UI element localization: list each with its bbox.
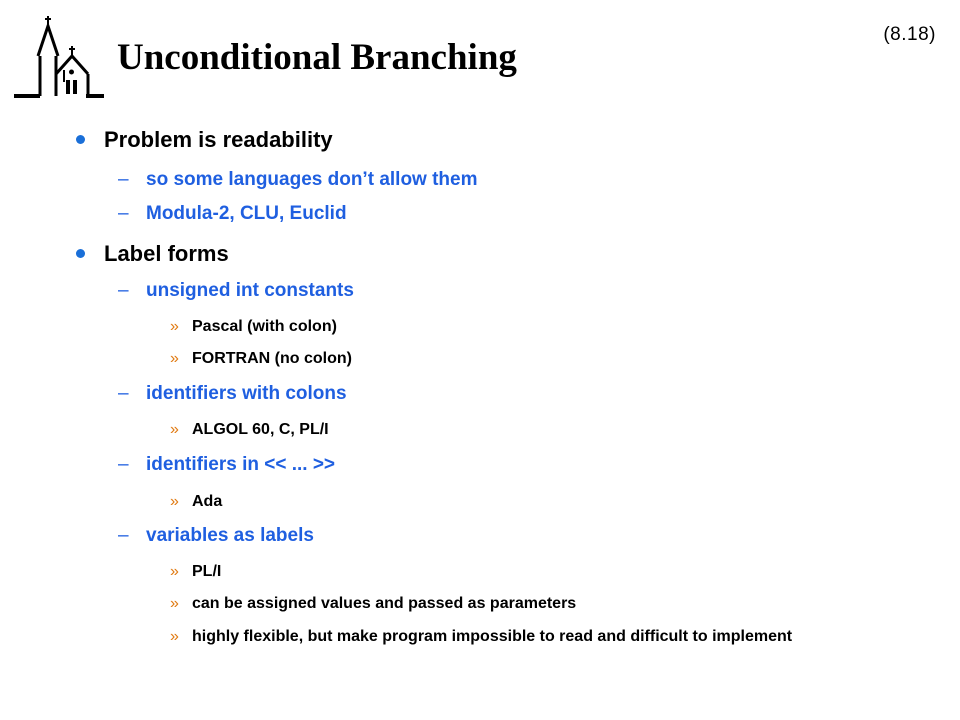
sub-sub-bullet-item: [170, 492, 892, 511]
raquo-icon: »: [170, 318, 179, 335]
bullet-text: Label forms: [104, 241, 229, 266]
sub-sub-bullet-text: can be assigned values and passed as parameters: [192, 595, 577, 612]
sub-bullet-text: identifiers with colons: [146, 383, 347, 404]
bullet-text: Problem is readability: [104, 127, 333, 152]
dash-icon: –: [118, 525, 129, 546]
sub-sub-bullet-text: highly flexible, but make program impossible to read and difficult to implement: [192, 628, 793, 645]
dash-icon: –: [118, 169, 129, 190]
sub-sub-bullet-item: [170, 349, 892, 368]
dash-icon: –: [118, 280, 129, 301]
dash-icon: –: [118, 454, 129, 475]
sub-sub-bullet-item: [170, 627, 892, 646]
bullet-dot-icon: [76, 249, 85, 258]
raquo-icon: »: [170, 628, 179, 645]
sub-bullet-item: [118, 169, 478, 191]
sub-sub-bullet-text: ALGOL 60, C, PL/I: [192, 421, 329, 438]
sub-sub-bullet-text: PL/I: [192, 563, 222, 580]
sub-sub-bullet-item: [170, 317, 892, 336]
sub-bullet-text: variables as labels: [146, 525, 314, 546]
raquo-icon: »: [170, 350, 179, 367]
sub-sub-bullet-text: Pascal (with colon): [192, 318, 337, 335]
dash-icon: –: [118, 383, 129, 404]
bullet-item: [104, 127, 333, 153]
sub-bullet-text: unsigned int constants: [146, 280, 354, 301]
raquo-icon: »: [170, 421, 179, 438]
sub-bullet-text: Modula-2, CLU, Euclid: [146, 203, 347, 224]
sub-bullet-item: [118, 454, 336, 476]
sub-sub-bullet-item: [170, 562, 892, 581]
bullet-dot-icon: [76, 135, 85, 144]
sub-bullet-text: so some languages don’t allow them: [146, 169, 478, 190]
sub-bullet-item: [118, 525, 314, 547]
dash-icon: –: [118, 203, 129, 224]
sub-bullet-text: identifiers in << ... >>: [146, 454, 336, 475]
sub-sub-bullet-text: Ada: [192, 493, 223, 510]
church-building-icon: [10, 12, 110, 102]
sub-sub-bullet-item: [170, 420, 892, 439]
slide-title: Unconditional Branching: [117, 37, 517, 78]
page-number: (8.18): [883, 24, 936, 45]
sub-sub-bullet-item: [170, 594, 892, 613]
bullet-item: [104, 241, 229, 267]
sub-bullet-item: [118, 203, 347, 225]
sub-sub-bullet-text: FORTRAN (no colon): [192, 350, 352, 367]
raquo-icon: »: [170, 595, 179, 612]
raquo-icon: »: [170, 493, 179, 510]
sub-bullet-item: [118, 383, 347, 405]
raquo-icon: »: [170, 563, 179, 580]
sub-bullet-item: [118, 280, 354, 302]
